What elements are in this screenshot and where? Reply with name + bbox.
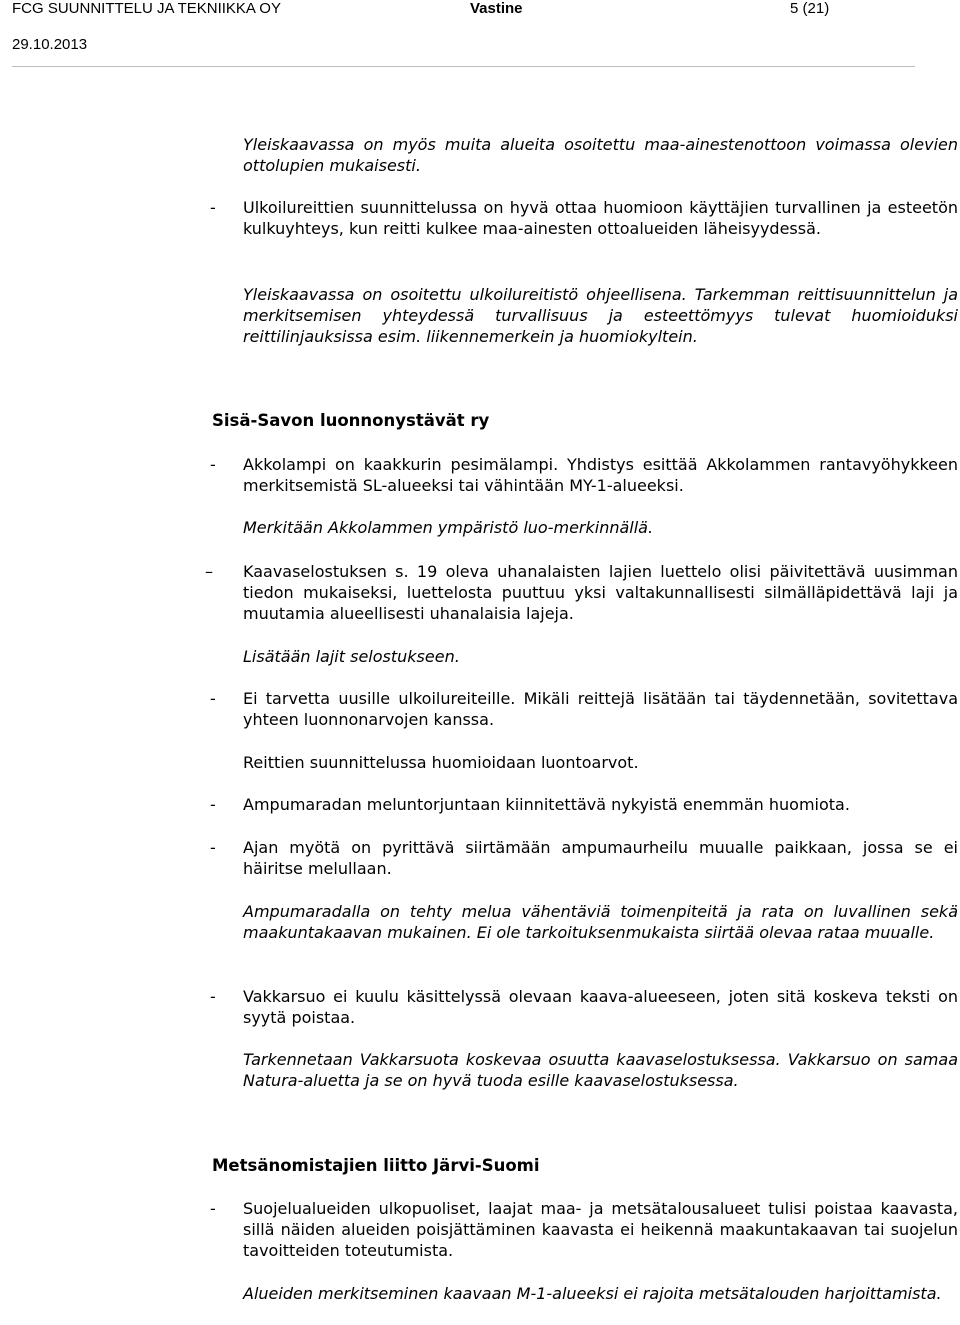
document-status: Vastine	[470, 0, 523, 17]
comment-paragraph: Ulkoilureittien suunnittelussa on hyvä ottaa huomioon käyttäjien turvallinen ja esteetön kulkuyhteys, kun reitti kulkee maa-ainesten ottoalueiden läheisyydessä.	[243, 198, 958, 238]
section-heading: Metsänomistajien liitto Järvi-Suomi	[212, 1156, 540, 1175]
list-bullet: -	[210, 198, 216, 217]
response-paragraph: Lisätään lajit selostukseen.	[243, 647, 460, 666]
list-bullet: -	[210, 689, 216, 708]
comment-paragraph: Ajan myötä on pyrittävä siirtämään ampumaurheilu muualle paikkaan, jossa se ei häiritse melullaan.	[243, 838, 958, 878]
comment-paragraph: Kaavaselostuksen s. 19 oleva uhanalaisten lajien luettelo olisi päivitettävä uusimman tiedon mukaiseksi, luettelosta puuttuu yksi valtakunnallisesti silmälläpidettävä laji ja muutamia alueellisesti uhanalaisia lajeja.	[243, 562, 958, 623]
header-rule	[12, 66, 915, 67]
comment-paragraph: Vakkarsuo ei kuulu käsittelyssä olevaan kaava-alueeseen, joten sitä koskeva teksti on syytä poistaa.	[243, 987, 958, 1027]
response-paragraph: Ampumaradalla on tehty melua vähentäviä toimenpiteitä ja rata on luvallinen sekä maakuntakaavan mukainen. Ei ole tarkoituksenmukaista siirtää olevaa rataa muualle.	[243, 902, 958, 942]
response-paragraph: Merkitään Akkolammen ympäristö luo-merkinnällä.	[243, 518, 654, 537]
section-heading: Sisä-Savon luonnonystävät ry	[212, 411, 490, 430]
comment-paragraph: Ei tarvetta uusille ulkoilureiteille. Mikäli reittejä lisätään tai täydennetään, sovitettava yhteen luonnonarvojen kanssa.	[243, 689, 958, 729]
document-date: 29.10.2013	[12, 36, 88, 53]
page-number: 5 (21)	[790, 0, 830, 17]
comment-paragraph: Suojelualueiden ulkopuoliset, laajat maa- ja metsätalousalueet tulisi poistaa kaavasta, sillä näiden alueiden poisjättäminen kaavasta ei heikennä maakuntakaavan tai suojelun tavoitteiden toteutumista.	[243, 1199, 958, 1260]
list-bullet: –	[205, 562, 213, 581]
response-paragraph: Yleiskaavassa on myös muita alueita osoitettu maa-ainestenottoon voimassa olevien ottolupien mukaisesti.	[243, 135, 958, 175]
response-paragraph: Reittien suunnittelussa huomioidaan luontoarvot.	[243, 753, 639, 772]
list-bullet: -	[210, 1199, 216, 1218]
response-paragraph: Tarkennetaan Vakkarsuota koskevaa osuutta kaavaselostuksessa. Vakkarsuo on samaa Natura-aluetta ja se on hyvä tuoda esille kaavaselostuksessa.	[243, 1050, 958, 1090]
list-bullet: -	[210, 987, 216, 1006]
company-name: FCG SUUNNITTELU JA TEKNIIKKA OY	[12, 0, 281, 17]
comment-paragraph: Akkolampi on kaakkurin pesimälampi. Yhdistys esittää Akkolammen rantavyöhykkeen merkitsemistä SL-alueeksi tai vähintään MY-1-alueeksi.	[243, 455, 958, 495]
list-bullet: -	[210, 795, 216, 814]
list-bullet: -	[210, 838, 216, 857]
response-paragraph: Yleiskaavassa on osoitettu ulkoilureitistö ohjeellisena. Tarkemman reittisuunnittelun ja merkitsemisen yhteydessä turvallisuus ja esteettömyys tulevat huomioiduksi reittilinjauksissa esim. liikennemerkein ja huomiokyltein.	[243, 285, 958, 346]
list-bullet: -	[210, 455, 216, 474]
comment-paragraph: Ampumaradan meluntorjuntaan kiinnitettävä nykyistä enemmän huomiota.	[243, 795, 850, 814]
response-paragraph: Alueiden merkitseminen kaavaan M-1-alueeksi ei rajoita metsätalouden harjoittamista.	[243, 1284, 942, 1303]
